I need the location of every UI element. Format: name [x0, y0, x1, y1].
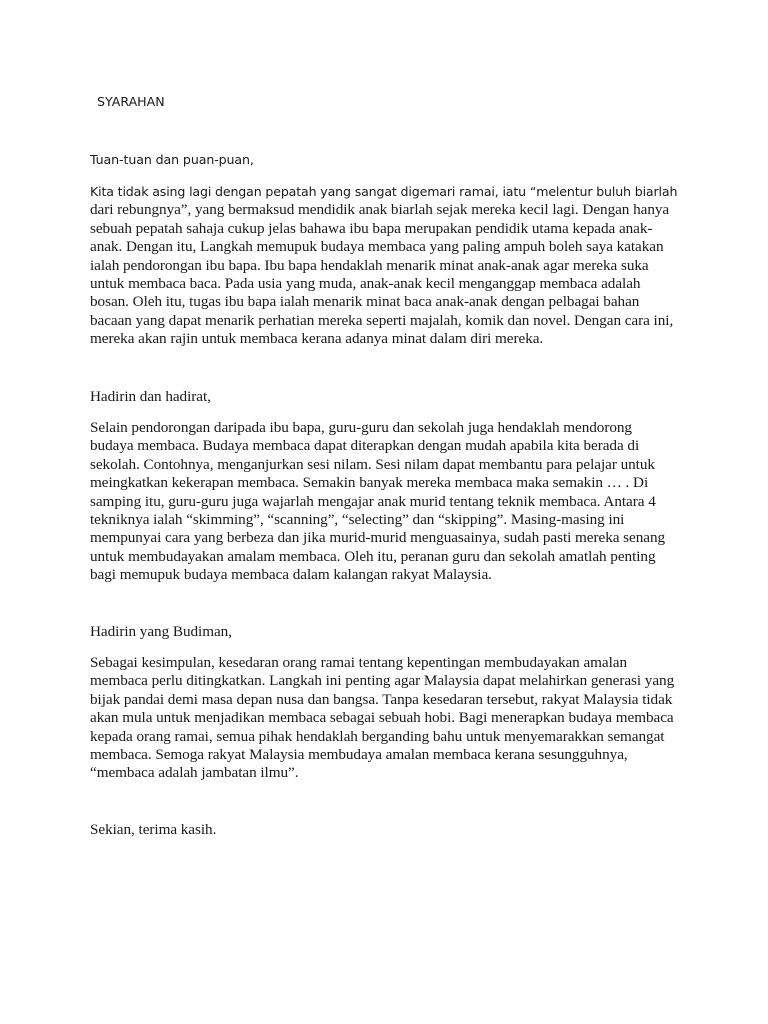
greeting-hadirin-budiman: Hadirin yang Budiman,: [90, 623, 232, 640]
closing-text: Sekian, terima kasih.: [90, 821, 217, 838]
paragraph-2-line: meingkatkan kekerapan membaca. Semakin banyak mereka membaca maka semakin … . Di: [90, 474, 649, 492]
paragraph-3-line: akan mula untuk menjadikan membaca sebagai sebuah hobi. Bagi menerapkan budaya membaca: [90, 709, 674, 727]
paragraph-3-line: membaca perlu ditingkatkan. Langkah ini penting agar Malaysia dapat melahirkan generasi yang: [90, 672, 675, 690]
greeting-hadirin-hadirat: Hadirin dan hadirat,: [90, 388, 211, 405]
paragraph-2-line: tekniknya ialah “skimming”, “scanning”, “selecting” dan “skipping”. Masing-masing ini: [90, 511, 625, 529]
paragraph-1: [90, 183, 690, 349]
paragraph-1-line: sebuah pepatah sahaja cukup jelas bahawa ibu bapa merupakan pendidik utama kepada anak-: [90, 219, 653, 237]
greeting-tuan-puan: Tuan-tuan dan puan-puan,: [90, 152, 254, 167]
paragraph-2-line: Selain pendorongan daripada ibu bapa, guru-guru dan sekolah juga hendaklah mendorong: [90, 419, 632, 436]
paragraph-2-line: bagi memupuk budaya membaca dalam kalangan rakyat Malaysia.: [90, 566, 492, 584]
paragraph-2-line: sekolah. Contohnya, menganjurkan sesi nilam. Sesi nilam dapat membantu para pelajar untuk: [90, 455, 655, 473]
paragraph-2-line: untuk membudayakan amalam membaca. Oleh itu, peranan guru dan sekolah amatlah penting: [90, 547, 656, 565]
paragraph-1-line: Kita tidak asing lagi dengan pepatah yang sangat digemari ramai, iatu “melentur buluh biarlah: [90, 184, 678, 199]
paragraph-3-line: kepada orang ramai, semua pihak hendaklah berganding bahu untuk menyemarakkan semangat: [90, 727, 665, 745]
paragraph-2-line: samping itu, guru-guru juga wajarlah mengajar anak murid tentang teknik membaca. Antara 4: [90, 492, 656, 510]
paragraph-3-line: Sebagai kesimpulan, kesedaran orang ramai tentang kepentingan membudayakan amalan: [90, 654, 628, 671]
paragraph-2: [90, 419, 690, 585]
paragraph-1-line: mereka akan rajin untuk membaca kerana adanya minat dalam diri mereka.: [90, 330, 544, 348]
paragraph-3-line: membaca. Semoga rakyat Malaysia membudaya amalan membaca kerana sesungguhnya,: [90, 746, 628, 764]
document-title: SYARAHAN: [97, 94, 165, 109]
paragraph-1-line: dari rebungnya”, yang bermaksud mendidik anak biarlah sejak mereka kecil lagi. Dengan hanya: [90, 201, 670, 219]
paragraph-3-line: “membaca adalah jambatan ilmu”.: [90, 764, 299, 782]
paragraph-1-line: bacaan yang dapat menarik perhatian mereka seperti majalah, komik dan novel. Dengan cara ini,: [90, 311, 674, 329]
paragraph-3: [90, 654, 690, 783]
paragraph-1-line: untuk membaca baca. Pada usia yang muda, anak-anak kecil menganggap membaca adalah: [90, 275, 641, 293]
paragraph-1-line: anak. Dengan itu, Langkah memupuk budaya membaca yang paling ampuh boleh saya katakan: [90, 238, 664, 256]
paragraph-3-line: bijak pandai demi masa depan nusa dan bangsa. Tanpa kesedaran tersebut, rakyat Malaysia tidak: [90, 690, 673, 708]
paragraph-2-line: mempunyai cara yang berbeza dan jika murid-murid menguasainya, sudah pasti mereka senang: [90, 529, 666, 547]
paragraph-1-line: bosan. Oleh itu, tugas ibu bapa ialah menarik minat baca anak-anak dengan pelbagai bahan: [90, 293, 640, 311]
paragraph-1-line: ialah pendorongan ibu bapa. Ibu bapa hendaklah menarik minat anak-anak agar mereka suka: [90, 256, 649, 274]
paragraph-2-line: budaya membaca. Budaya membaca dapat diterapkan dengan mudah apabila kita berada di: [90, 437, 640, 455]
